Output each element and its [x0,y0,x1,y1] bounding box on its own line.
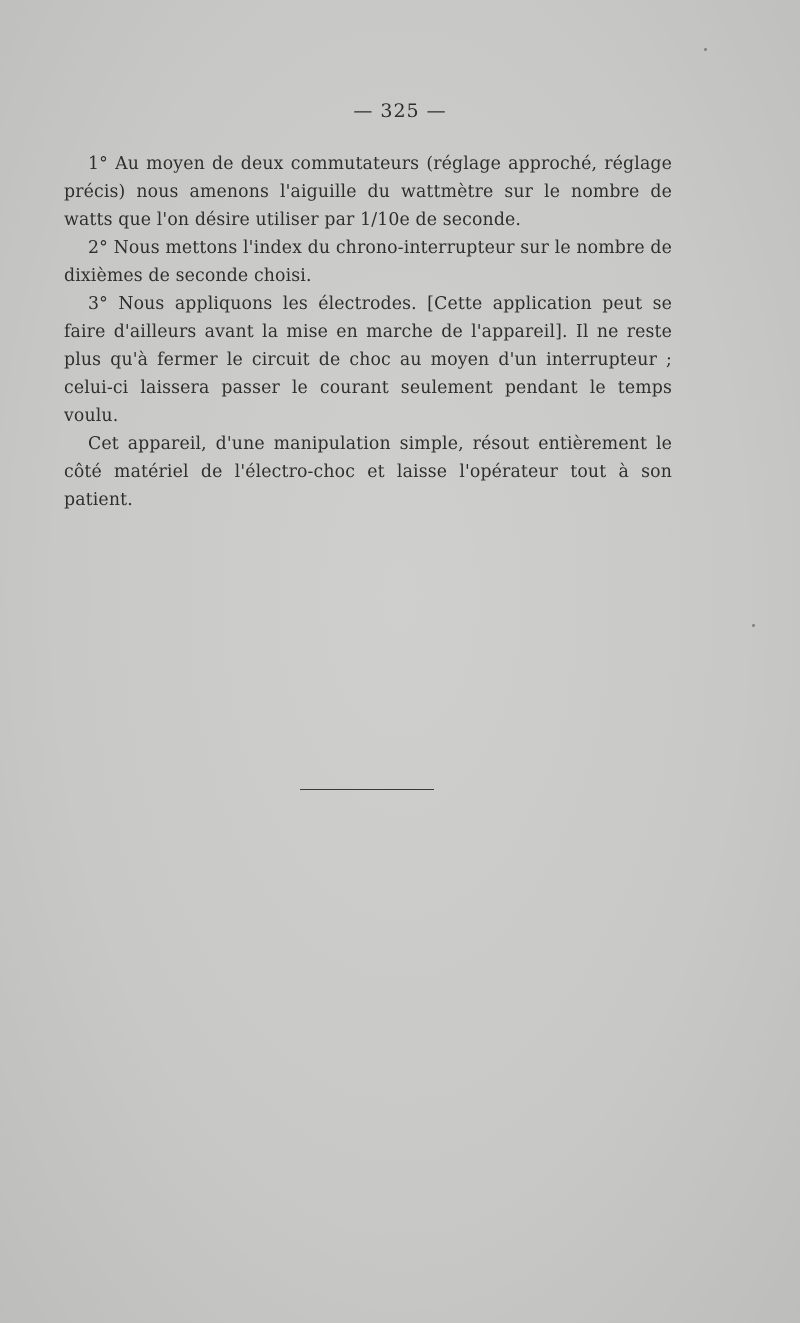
paragraph-conclusion: Cet appareil, d'une manipulation simple, résout entièrement le côté matériel de l'électro-choc et laisse l'opérateur tout à son patient. [64,434,672,510]
paragraph-step-1: 1° Au moyen de deux commutateurs (réglage approché, réglage précis) nous amenons l'aiguille du wattmètre sur le nombre de watts que l'on désire utiliser par 1/10e de seconde. [64,154,672,230]
paper-speck [704,48,707,51]
body-text [64,150,672,514]
page-number: — 325 — [353,100,447,122]
paragraph-step-2: 2° Nous mettons l'index du chrono-interrupteur sur le nombre de dixièmes de seconde choisi. [64,238,672,286]
paper-speck [752,624,755,627]
paragraph-step-3: 3° Nous appliquons les électrodes. [Cette application peut se faire d'ailleurs avant la mise en marche de l'appareil]. Il ne reste plus qu'à fermer le circuit de choc au moyen d'un interrupteur ; celui-ci laissera passer le courant seulement pendant le temps voulu. [64,294,672,426]
section-divider [300,789,434,790]
